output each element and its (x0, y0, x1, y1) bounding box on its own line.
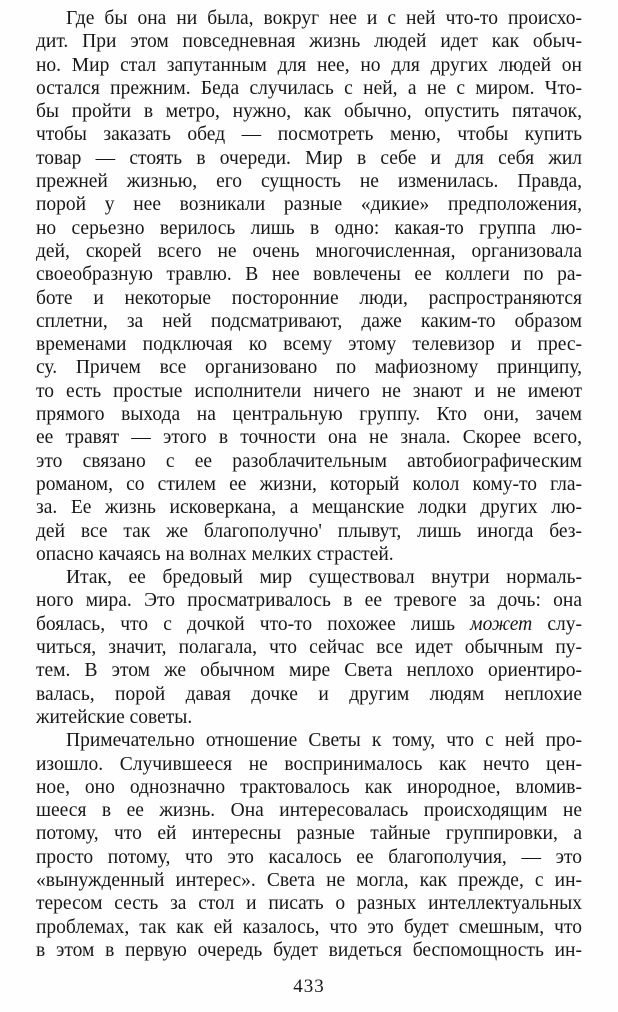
text-segment: слу- (532, 613, 582, 635)
text-line: тересом сесть за стол и писать о разных интеллектуальных (36, 893, 582, 915)
text-line (36, 613, 582, 636)
paragraph-2 (36, 566, 582, 729)
text-line: за. Ее жизнь исковеркана, а мещанские лодки других лю- (36, 497, 582, 519)
text-line: ного мира. Это просматривалось в ее тревоге за дочь: она (36, 590, 582, 612)
text-line: но серьезно верилось лишь в одно: какая-то группа лю- (36, 217, 582, 239)
paragraph-3 (36, 729, 582, 962)
text-line: потому, что ей интересны разные тайные группировки, а (36, 823, 582, 845)
text-line: своеобразную травлю. В нее вовлечены ее коллеги по ра- (36, 264, 582, 286)
text-line: дей, скорей всего не очень многочисленная, организовала (36, 240, 582, 262)
page-number: 433 (293, 976, 325, 997)
text-line: опасно качаясь на волнах мелких страстей. (36, 543, 394, 565)
text-line: Где бы она ни была, вокруг нее и с ней что-то происхо- (66, 8, 582, 29)
text-line: но. Мир стал запутанным для нее, но для других людей он (36, 54, 582, 76)
text-line: остался прежним. Беда случилась с ней, а не с миром. Что- (36, 77, 582, 99)
text-line: в этом в первую очередь будет видеться беспомощность ин- (36, 939, 582, 961)
text-line: сплетни, за ней подсматривают, даже каким-то образом (36, 310, 582, 332)
text-line: романом, со стилем ее жизни, который колол кому-то гла- (36, 473, 582, 495)
text-line: это связано с ее разоблачительным автобиографическим (36, 450, 582, 472)
text-line: Примечательно отношение Светы к тому, что с ней про- (66, 730, 582, 752)
text-line: валась, порой давая дочке и другим людям неплохие (36, 683, 582, 705)
text-line: проблемах, так как ей казалось, что это будет смешным, что (36, 916, 582, 938)
text-line: то есть простые исполнители ничего не знают и не имеют (36, 380, 582, 402)
text-line: изошло. Случившееся не воспринималось как нечто цен- (36, 753, 582, 775)
text-line: ее травят — этого в точности она не знала. Скорее всего, (36, 427, 582, 449)
text-line: товар — стоять в очереди. Мир в себе и для себя жил (36, 147, 582, 169)
text-line: читься, значит, полагала, что сейчас все идет обычным пу- (36, 637, 582, 659)
text-line: порой у нее возникали разные «дикие» предположения, (36, 194, 582, 216)
text-segment: боялась, что с дочкой что-то похожее лишь (36, 613, 471, 635)
text-line: просто потому, что это касалось ее благополучия, — это (36, 846, 582, 868)
text-line: Итак, ее бредовый мир существовал внутри нормаль- (66, 567, 582, 589)
text-line: «вынужденный интерес». Света не могла, как прежде, с ин- (36, 869, 582, 891)
text-line: боте и некоторые посторонние люди, распространяются (36, 287, 582, 309)
text-line: дит. При этом повседневная жизнь людей идет как обыч- (36, 31, 582, 53)
text-line: прямого выхода на центральную группу. Кто они, зачем (36, 404, 582, 426)
text-line: шееся в ее жизнь. Она интересовалась происходящим не (36, 800, 582, 822)
text-line: тем. В этом же обычном мире Света неплохо ориентиро- (36, 660, 582, 682)
paragraph-1 (36, 7, 582, 566)
text-line: житейские советы. (36, 706, 193, 728)
text-line: прежней жизнью, его сущность не изменилась. Правда, (36, 171, 582, 193)
text-line: временами подключая ко всему этому телевизор и прес- (36, 334, 582, 356)
text-line: дей все так же благополучно' плывут, лишь иногда без- (36, 520, 582, 542)
text-line: бы пройти в метро, нужно, как обычно, опустить пятачок, (36, 101, 582, 123)
text-line: ное, оно однозначно трактовалось как инородное, вломив- (36, 776, 582, 798)
text-line: чтобы заказать обед — посмотреть меню, чтобы купить (36, 124, 582, 146)
italic-text-segment: может (470, 613, 533, 635)
text-line: су. Причем все организовано по мафиозному принципу, (36, 357, 582, 379)
page-text (36, 7, 582, 962)
